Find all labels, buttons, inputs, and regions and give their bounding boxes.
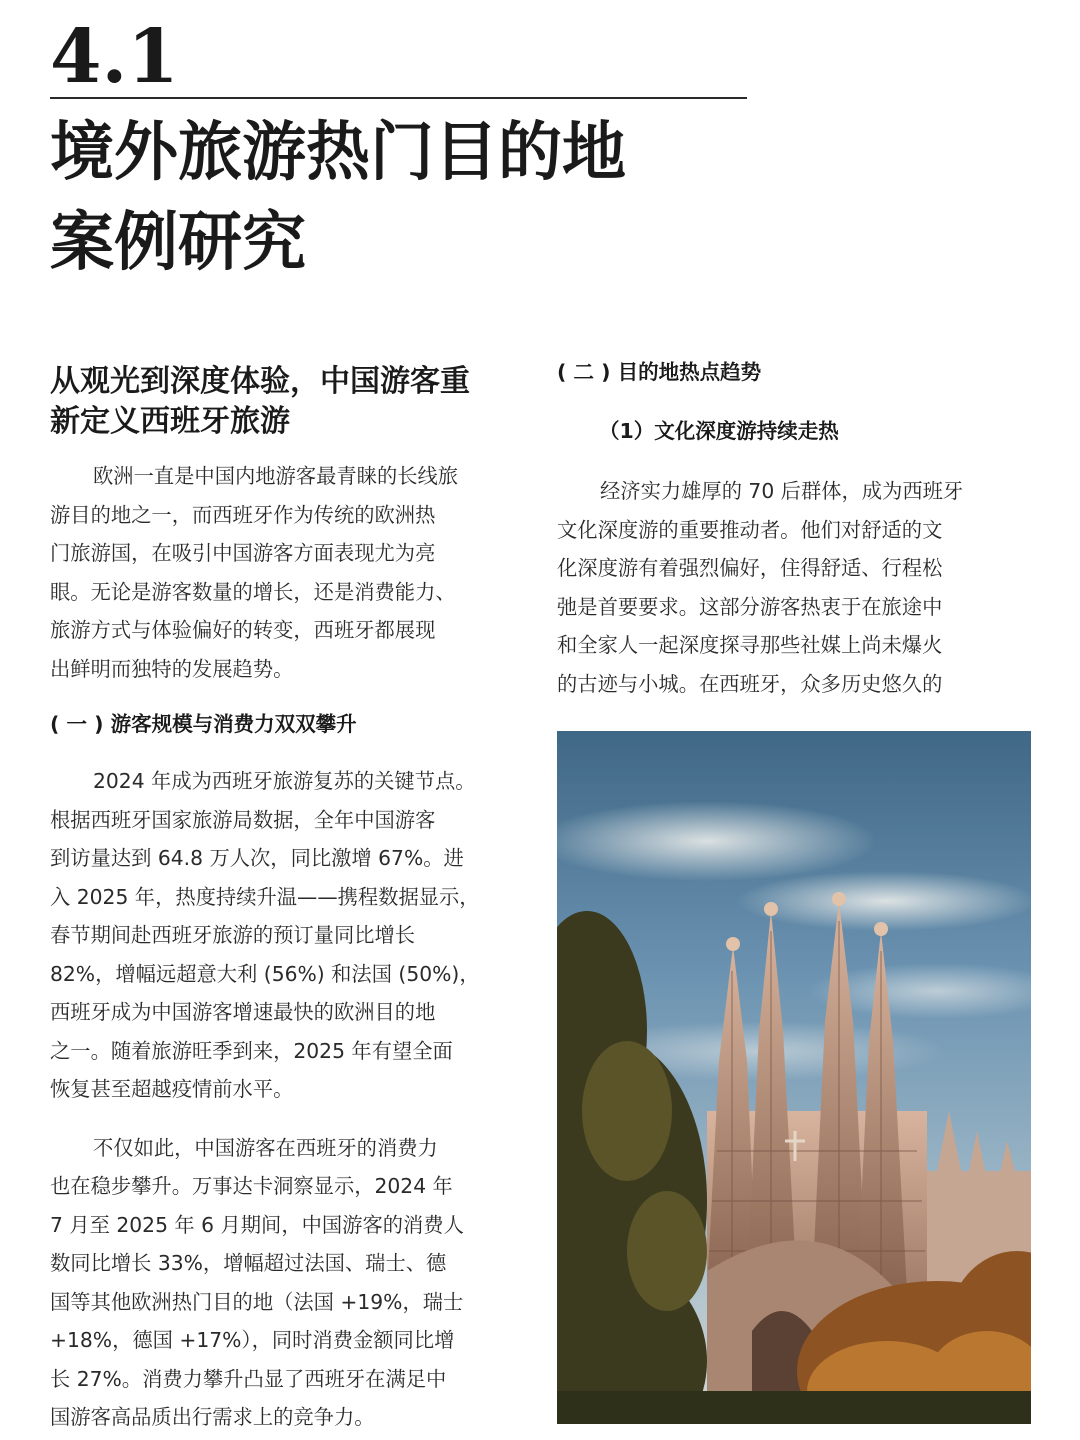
section-number: 4.1 [50,14,179,100]
sagrada-familia-photo [557,731,1031,1424]
intro-paragraph [50,457,526,688]
paragraph-line: 到访量达到 64.8 万人次，同比激增 67%。进 [50,846,464,870]
paragraph-line: 经济实力雄厚的 70 后群体，成为西班牙 [600,479,964,503]
page-title-line: 案例研究 [50,205,306,280]
paragraph-line: 根据西班牙国家旅游局数据，全年中国游客 [50,807,436,832]
paragraph-line: 之一。随着旅游旺季到来，2025 年有望全面 [50,1038,453,1063]
paragraph-line: 入 2025 年，热度持续升温——携程数据显示， [50,884,480,909]
paragraph-line: 春节期间赴西班牙旅游的预订量同比增长 [50,923,416,947]
paragraph-line: 的古迹与小城。在西班牙，众多历史悠久的 [557,671,943,696]
subhead-line: 新定义西班牙旅游 [50,404,290,439]
section-heading-1: ( 一 ) 游客规模与消费力双双攀升 [50,712,357,736]
section-heading-2: ( 二 ) 目的地热点趋势 [557,360,762,384]
paragraph-line: 2024 年成为西班牙旅游复苏的关键节点。 [93,769,476,793]
ground-foliage [557,1391,1031,1424]
paragraph-line: 欧洲一直是中国内地游客最青睐的长线旅 [93,464,459,488]
paragraph-line: 恢复甚至超越疫情前水平。 [50,1077,294,1101]
paragraph-line: 出鲜明而独特的发展趋势。 [50,656,294,681]
paragraph-line: 游目的地之一，而西班牙作为传统的欧洲热 [50,502,436,527]
paragraph-line: 弛是首要要求。这部分游客热衷于在旅途中 [557,594,943,619]
spending-paragraph [50,1129,526,1437]
sub-heading-cultural-tourism: （1）文化深度游持续走热 [599,419,839,443]
paragraph-line: 国游客高品质出行需求上的竞争力。 [50,1405,375,1429]
page-title-line: 境外旅游热门目的地 [50,115,626,190]
tree-foliage [627,1191,707,1311]
right-column [557,357,1035,703]
paragraph-line: 不仅如此，中国游客在西班牙的消费力 [93,1135,438,1160]
paragraph-line: 82%，增幅远超意大利 (56%) 和法国 (50%)， [50,961,480,986]
page-title [50,108,810,288]
finial [764,902,778,916]
finial [832,892,846,906]
finial [726,937,740,951]
cultural-tourism-paragraph [557,472,1035,703]
article-subhead [50,362,526,442]
paragraph-line: 7 月至 2025 年 6 月期间，中国游客的消费人 [50,1212,464,1237]
paragraph-line: 也在稳步攀升。万事达卡洞察显示，2024 年 [50,1174,453,1198]
tourism-growth-paragraph [50,762,526,1109]
paragraph-line: 化深度游有着强烈偏好，住得舒适、行程松 [557,556,943,580]
finial [874,922,888,936]
paragraph-line: +18%，德国 +17%），同时消费金额同比增 [50,1328,455,1352]
paragraph-line: 国等其他欧洲热门目的地（法国 +19%，瑞士 [50,1289,464,1314]
paragraph-line: 文化深度游的重要推动者。他们对舒适的文 [557,517,943,542]
paragraph-line: 长 27%。消费力攀升凸显了西班牙在满足中 [50,1366,447,1391]
paragraph-line: 眼。无论是游客数量的增长，还是消费能力、 [50,579,456,604]
paragraph-line: 门旅游国，在吸引中国游客方面表现尤为亮 [50,541,436,565]
cloud [737,871,1031,931]
tree-foliage [582,1041,672,1181]
header-divider [50,97,747,99]
paragraph-line: 和全家人一起深度探寻那些社媒上尚未爆火 [557,633,943,657]
paragraph-line: 西班牙成为中国游客增速最快的欧洲目的地 [50,1000,436,1024]
left-column [50,362,526,1437]
paragraph-line: 数同比增长 33%，增幅超过法国、瑞士、德 [50,1251,447,1275]
paragraph-line: 旅游方式与体验偏好的转变，西班牙都展现 [50,618,436,642]
subhead-line: 从观光到深度体验，中国游客重 [50,364,470,399]
